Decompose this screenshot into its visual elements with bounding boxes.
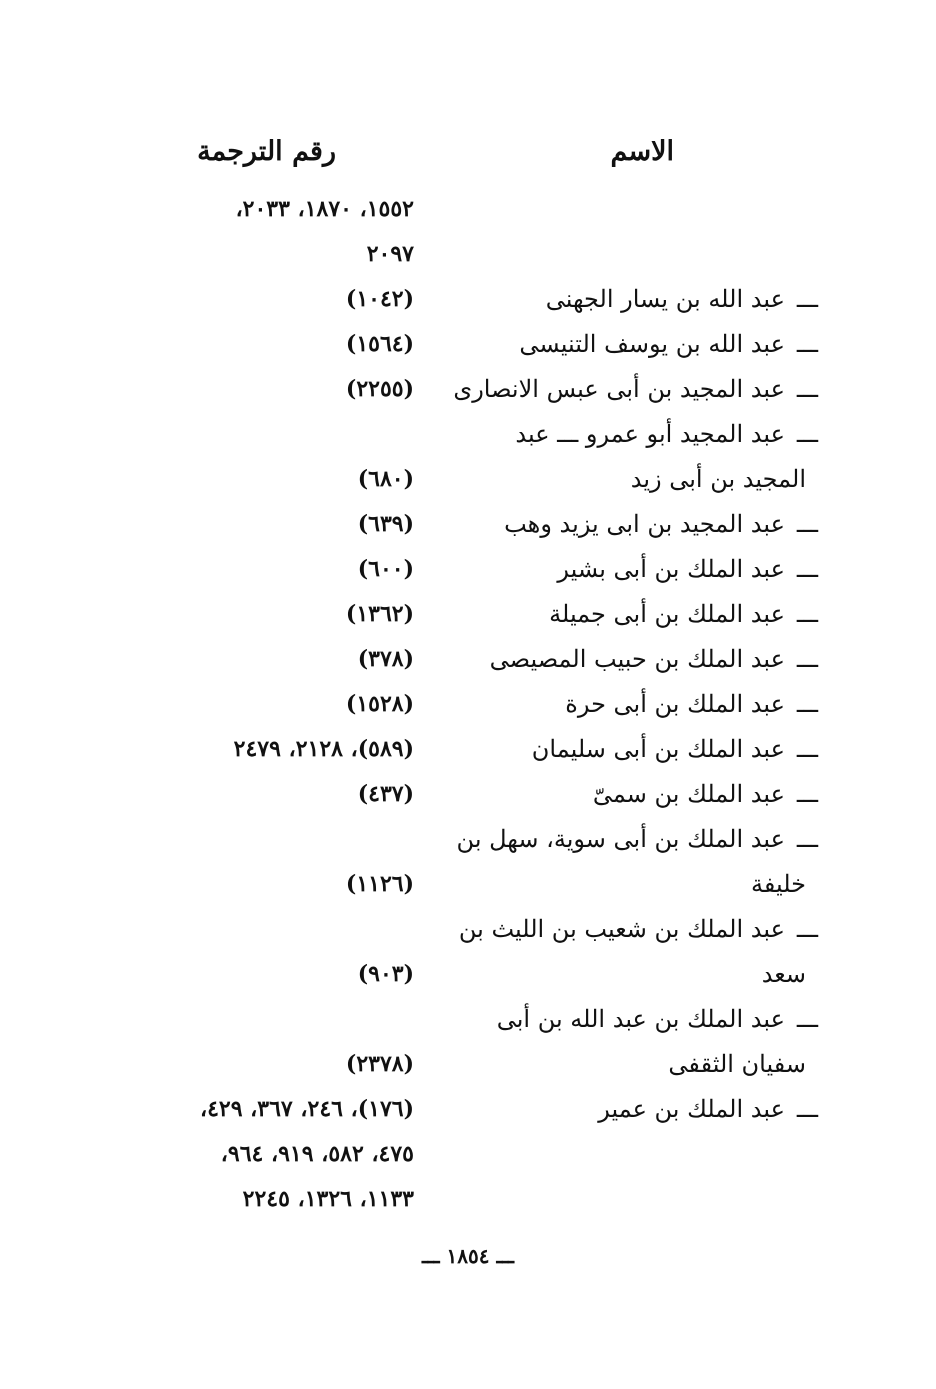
- entry-dash: ـــ: [796, 510, 818, 538]
- entry-name-text: عبد الملك بن سمىّ: [592, 780, 785, 808]
- entry-name: [438, 1139, 818, 1169]
- entry-name: [438, 464, 818, 494]
- entry-dash: ـــ: [796, 735, 818, 763]
- entry-dash: ـــ: [796, 1005, 818, 1033]
- entry-name-text: خليفة: [750, 870, 806, 898]
- entry-name-text: عبد الملك بن شعيب بن الليث بن: [458, 915, 785, 943]
- page-number: ـــ ١٨٥٤ ـــ: [421, 1244, 515, 1268]
- entry-name: [438, 509, 818, 539]
- entry-name: [438, 779, 818, 809]
- entry-dash: ـــ: [796, 825, 818, 853]
- entry-numbers: (١١٢٦): [345, 871, 414, 897]
- entry-numbers: (٣٧٨): [357, 646, 414, 672]
- entry-name: [438, 554, 818, 584]
- entry-dash: ـــ: [796, 600, 818, 628]
- entry-name-text: عبد الله بن يوسف التنيسى: [519, 330, 785, 358]
- entry-name-text: عبد الملك بن أبى سوية، سهل بن: [456, 825, 785, 853]
- entry-name-text: عبد الملك بن أبى بشير: [557, 555, 785, 583]
- entry-numbers: ١١٣٣، ١٣٢٦، ٢٢٤٥: [242, 1186, 414, 1212]
- entry-name-text: عبد المجيد بن ابى يزيد وهب: [504, 510, 785, 538]
- entry-name: [438, 959, 818, 989]
- entry-name-text: عبد الملك بن عبد الله بن أبى: [496, 1005, 785, 1033]
- entry-numbers: (١٥٦٤): [345, 331, 414, 357]
- entry-name: [438, 824, 818, 854]
- entry-name: [438, 599, 818, 629]
- entry-numbers: (٤٣٧): [357, 781, 414, 807]
- entry-dash: ـــ: [796, 690, 818, 718]
- entry-name: [438, 374, 818, 404]
- entry-dash: ـــ: [796, 645, 818, 673]
- entry-dash: ـــ: [796, 375, 818, 403]
- name-column-header: الاسم: [610, 136, 674, 167]
- entry-name: [438, 1184, 818, 1214]
- entry-numbers: (٢٢٥٥): [345, 376, 414, 402]
- entry-dash: ـــ: [796, 555, 818, 583]
- entry-name: [438, 914, 818, 944]
- entry-name: [438, 1004, 818, 1034]
- entry-name-text: عبد الملك بن حبيب المصيصى: [489, 645, 785, 673]
- entry-name-text: عبد الملك بن أبى سليمان: [531, 735, 785, 763]
- entry-numbers: (٦٣٩): [357, 511, 414, 537]
- entry-numbers: (٦٠٠): [357, 556, 414, 582]
- entry-numbers: (١٠٤٢): [345, 286, 414, 312]
- entry-name: [438, 284, 818, 314]
- entry-dash: ـــ: [796, 1095, 818, 1123]
- entry-dash: ـــ: [796, 780, 818, 808]
- entry-numbers: (١٧٦)، ٢٤٦، ٣٦٧، ٤٢٩،: [199, 1096, 414, 1122]
- entry-numbers: (٢٣٧٨): [345, 1051, 414, 1077]
- entry-name-text: سعد: [761, 960, 806, 988]
- entry-numbers: (١٥٢٨): [345, 691, 414, 717]
- entry-dash: ـــ: [796, 420, 818, 448]
- entry-numbers: (٥٨٩)، ٢١٢٨، ٢٤٧٩: [233, 736, 414, 762]
- entry-numbers: (١٣٦٢): [345, 601, 414, 627]
- entry-numbers: (٩٠٣): [357, 961, 414, 987]
- entry-name-text: عبد المجيد بن أبى عبس الانصارى: [453, 375, 785, 403]
- entry-name: [438, 1094, 818, 1124]
- entry-name-text: عبد المجيد أبو عمرو ـــ عبد: [515, 420, 785, 448]
- continued-numbers-line: ١٥٥٢، ١٨٧٠، ٢٠٣٣،: [235, 196, 414, 222]
- entry-dash: ـــ: [796, 330, 818, 358]
- number-column-header: رقم الترجمة: [197, 136, 336, 167]
- entry-name: [438, 734, 818, 764]
- entry-name-text: سفيان الثقفى: [668, 1050, 806, 1078]
- entry-name-text: عبد الملك بن عمير: [598, 1095, 785, 1123]
- entry-name: [438, 869, 818, 899]
- entry-name: [438, 329, 818, 359]
- entry-name: [438, 689, 818, 719]
- entry-name-text: عبد الملك بن أبى حرة: [565, 690, 785, 718]
- entry-name: [438, 644, 818, 674]
- continued-numbers-line: ٢٠٩٧: [366, 241, 414, 267]
- entry-numbers: (٦٨٠): [357, 466, 414, 492]
- entry-name: [438, 1049, 818, 1079]
- entry-name: [438, 419, 818, 449]
- entry-name-text: المجيد بن أبى زيد: [630, 465, 806, 493]
- entry-dash: ـــ: [796, 915, 818, 943]
- entry-name-text: عبد الملك بن أبى جميلة: [549, 600, 785, 628]
- entry-dash: ـــ: [796, 285, 818, 313]
- entry-numbers: ٤٧٥، ٥٨٢، ٩١٩، ٩٦٤،: [220, 1141, 414, 1167]
- entry-name-text: عبد الله بن يسار الجهنى: [545, 285, 785, 313]
